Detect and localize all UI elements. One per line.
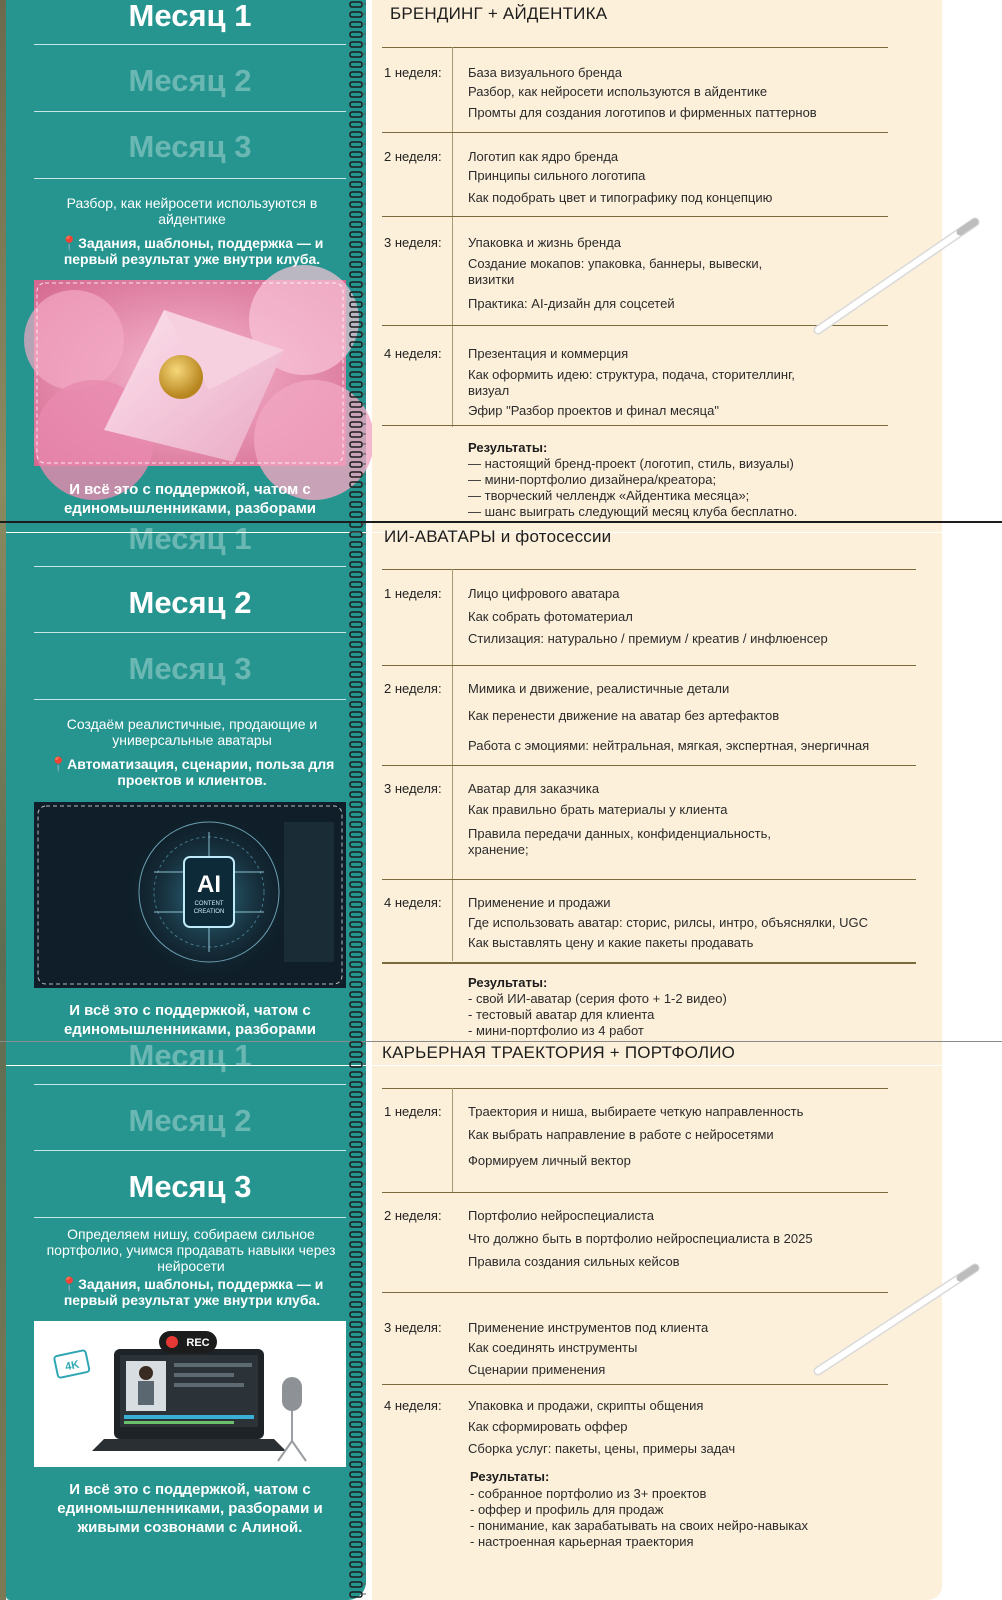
month-tab-3[interactable]: Месяц 3 — [128, 1169, 252, 1204]
program-title: КАРЬЕРНАЯ ТРАЕКТОРИЯ + ПОРТФОЛИО — [382, 1043, 736, 1062]
week-item: Как выставлять цену и какие пакеты продавать — [468, 935, 754, 950]
envelope-image — [34, 280, 346, 466]
week-item: Как оформить идею: структура, подача, сторителлинг, визуал — [468, 367, 795, 398]
week-item: Упаковка и жизнь бренда — [468, 235, 621, 250]
result-item: - свой ИИ-аватар (серия фото + 1-2 видео) — [468, 991, 727, 1006]
result-item: — настоящий бренд-проект (логотип, стиль, визуалы) — [468, 456, 794, 471]
week-item: Упаковка и продажи, скрипты общения — [468, 1398, 704, 1413]
result-item: - мини-портфолио из 4 работ — [468, 1023, 644, 1038]
week-item: Правила передачи данных, конфиденциальность, хранение; — [468, 826, 771, 857]
month-1-section — [0, 0, 1002, 532]
week-item: Промты для создания логотипов и фирменных паттернов — [468, 105, 817, 120]
result-item: - тестовый аватар для клиента — [468, 1007, 655, 1022]
row-divider — [382, 1192, 888, 1193]
ai-chip-image — [34, 802, 346, 988]
laptop-recording-illustration — [34, 1321, 346, 1467]
stylus-pen-image — [810, 210, 990, 340]
week-label: 3 неделя: — [384, 781, 442, 796]
week-item: Как сформировать оффер — [468, 1419, 628, 1434]
week-label: 4 неделя: — [384, 895, 442, 910]
rec-badge-label: REC — [186, 1337, 210, 1349]
week-label: 2 неделя: — [384, 681, 442, 696]
4k-badge-label: 4K — [64, 1358, 81, 1374]
results-title: Результаты: — [468, 440, 548, 455]
week-item: Как перенести движение на аватар без артефактов — [468, 708, 780, 723]
week-label: 2 неделя: — [384, 1208, 442, 1223]
results-title: Результаты: — [468, 975, 548, 990]
month-tab-2[interactable]: Месяц 2 — [128, 63, 252, 98]
result-item: - настроенная карьерная траектория — [470, 1534, 694, 1549]
month-note — [42, 756, 342, 788]
month-tab-1[interactable]: Месяц 1 — [128, 1038, 252, 1073]
week-label: 3 неделя: — [384, 235, 442, 250]
envelope-illustration — [34, 280, 346, 466]
row-divider — [382, 1088, 888, 1089]
month-divider — [34, 1217, 346, 1218]
ai-sphere-illustration — [34, 802, 346, 988]
week-label: 1 неделя: — [384, 65, 442, 80]
stylus-pen-image — [810, 1256, 990, 1386]
month-note — [42, 235, 342, 267]
result-item: - понимание, как зарабатывать на своих нейро-навыках — [470, 1518, 809, 1533]
week-item: Практика: AI-дизайн для соцсетей — [468, 296, 675, 311]
result-item: - собранное портфолио из 3+ проектов — [470, 1486, 707, 1501]
month-tab-1[interactable]: Месяц 1 — [128, 521, 252, 556]
week-label: 4 неделя: — [384, 346, 442, 361]
row-divider — [382, 665, 916, 666]
week-item: База визуального бренда — [468, 65, 622, 80]
week-item: Принципы сильного логотипа — [468, 168, 646, 183]
month-description: Определяем нишу, собираем сильное портфолио, учимся продавать навыки через нейросети — [46, 1226, 336, 1274]
ai-chip-caption-1: CONTENT — [194, 901, 224, 907]
left-panel — [6, 521, 366, 1065]
week-item: Разбор, как нейросети используются в айдентике — [468, 84, 768, 99]
week-item: Лицо цифрового аватара — [468, 586, 620, 601]
month-note-text: Задания, шаблоны, поддержка — и первый результат уже внутри клуба. — [63, 1276, 324, 1308]
support-text: И всё это с поддержкой, чатом с единомышленниками, разборами — [63, 1002, 317, 1038]
week-item: Применение инструментов под клиента — [468, 1320, 709, 1335]
row-divider — [382, 132, 888, 133]
week-item: Формируем личный вектор — [468, 1153, 631, 1168]
row-divider — [382, 879, 916, 880]
month-divider — [34, 111, 346, 112]
week-item: Сценарии применения — [468, 1362, 606, 1377]
pin-icon: 📍 — [60, 235, 79, 251]
month-3-section — [0, 1038, 1002, 1600]
row-divider — [382, 47, 888, 48]
ai-chip-caption-2: CREATION — [193, 909, 225, 915]
row-divider — [382, 962, 916, 964]
column-divider — [452, 1088, 453, 1193]
week-item: Что должно быть в портфолио нейроспециалиста в 2025 — [468, 1231, 813, 1246]
row-divider — [382, 569, 916, 570]
week-item: Аватар для заказчика — [468, 781, 600, 796]
month-tab-3[interactable]: Месяц 3 — [128, 129, 252, 164]
left-panel — [6, 0, 366, 532]
week-item: Траектория и ниша, выбираете четкую направленность — [468, 1104, 804, 1119]
month-divider — [34, 566, 346, 567]
week-item: Создание мокапов: упаковка, баннеры, вывески, визитки — [468, 256, 763, 287]
row-divider — [382, 765, 916, 766]
pin-icon: 📍 — [49, 756, 68, 772]
week-item: Логотип как ядро бренда — [468, 149, 619, 164]
ai-chip-label: AI — [197, 871, 221, 898]
week-label: 1 неделя: — [384, 1104, 442, 1119]
month-divider — [34, 178, 346, 179]
result-item: — шанс выиграть следующий месяц клуба бесплатно. — [468, 504, 798, 519]
video-recording-image — [34, 1321, 346, 1467]
week-label: 3 неделя: — [384, 1320, 442, 1335]
left-panel — [6, 1038, 366, 1600]
spiral-binding — [347, 0, 365, 1600]
month-note — [42, 1276, 342, 1308]
month-2-section — [0, 521, 1002, 1065]
month-divider — [34, 1084, 346, 1085]
result-item: — мини-портфолио дизайнера/креатора; — [468, 472, 717, 487]
week-item: Как правильно брать материалы у клиента — [468, 802, 728, 817]
result-item: — творческий челлендж «Айдентика месяца»; — [468, 488, 750, 503]
month-divider — [34, 44, 346, 45]
month-divider — [34, 1150, 346, 1151]
week-label: 1 неделя: — [384, 586, 442, 601]
program-title: ИИ-АВАТАРЫ и фотосессии — [384, 527, 612, 546]
week-item: Как соединять инструменты — [468, 1340, 638, 1355]
month-tab-1[interactable]: Месяц 1 — [128, 0, 252, 33]
result-item: - оффер и профиль для продаж — [470, 1502, 664, 1517]
week-item: Применение и продажи — [468, 895, 611, 910]
week-item: Как собрать фотоматериал — [468, 609, 633, 624]
program-panel — [372, 527, 942, 1065]
support-text: И всё это с поддержкой, чатом с единомышленниками, разборами — [63, 481, 317, 517]
pin-icon: 📍 — [60, 1276, 79, 1292]
week-item: Как подобрать цвет и типографику под концепцию — [468, 190, 773, 205]
week-label: 2 неделя: — [384, 149, 442, 164]
week-label: 4 неделя: — [384, 1398, 442, 1413]
month-divider — [34, 699, 346, 700]
month-note-text: Задания, шаблоны, поддержка — и первый результат уже внутри клуба. — [63, 235, 324, 267]
week-item: Портфолио нейроспециалиста — [468, 1208, 655, 1223]
week-item: Как выбрать направление в работе с нейросетями — [468, 1127, 774, 1142]
program-title: БРЕНДИНГ + АЙДЕНТИКА — [390, 4, 608, 23]
support-text: И всё это с поддержкой, чатом с единомышленниками, разборами и живыми созвонами с Алиной. — [57, 1481, 323, 1536]
week-item: Мимика и движение, реалистичные детали — [468, 681, 730, 696]
results-title: Результаты: — [470, 1469, 550, 1484]
week-item: Эфир "Разбор проектов и финал месяца" — [468, 403, 719, 418]
row-divider — [382, 425, 888, 426]
month-note-text: Автоматизация, сценарии, польза для проектов и клиентов. — [67, 756, 335, 788]
month-divider — [34, 632, 346, 633]
week-item: Стилизация: натурально / премиум / креатив / инфлюенсер — [468, 631, 828, 646]
week-item: Правила создания сильных кейсов — [468, 1254, 680, 1269]
month-tab-2[interactable]: Месяц 2 — [128, 585, 252, 620]
week-item: Работа с эмоциями: нейтральная, мягкая, экспертная, энергичная — [468, 738, 870, 753]
week-item: Где использовать аватар: сторис, рилсы, интро, объяснялки, UGC — [468, 915, 868, 930]
month-description: Создаём реалистичные, продающие и универсальные аватары — [66, 716, 318, 748]
week-item: Сборка услуг: пакеты, цены, примеры задач — [468, 1441, 736, 1456]
month-tab-2[interactable]: Месяц 2 — [128, 1103, 252, 1138]
month-description: Разбор, как нейросети используются в айдентике — [66, 195, 318, 227]
week-item: Презентация и коммерция — [468, 346, 629, 361]
month-tab-3[interactable]: Месяц 3 — [128, 651, 252, 686]
column-divider — [452, 47, 453, 427]
